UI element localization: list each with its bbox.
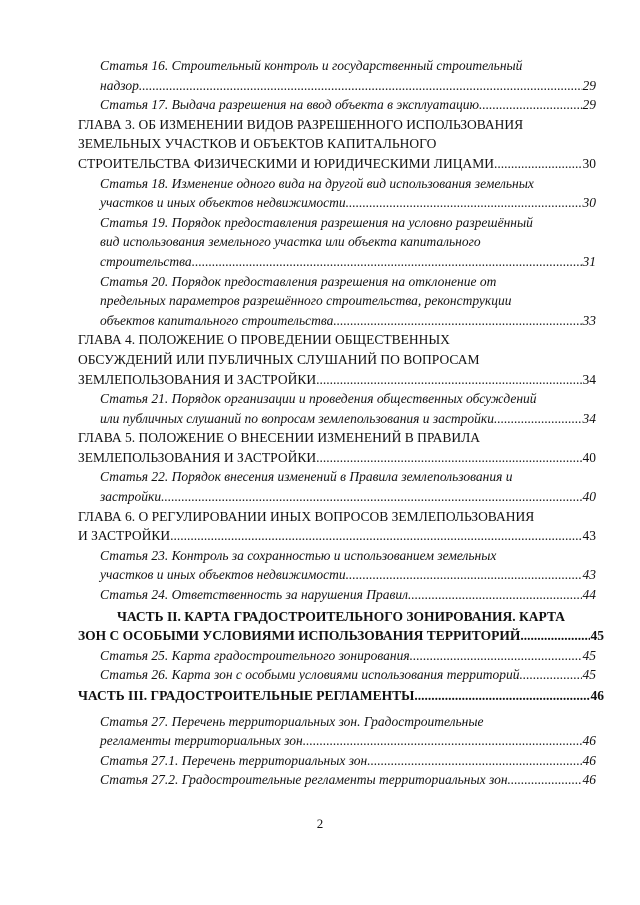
- toc-page-number: 34: [582, 371, 596, 387]
- toc-entry-line: Статья 27. Перечень территориальных зон. Градостроительные: [100, 713, 484, 729]
- toc-entry-title: ЗОН С ОСОБЫМИ УСЛОВИЯМИ ИСПОЛЬЗОВАНИЯ ТЕРРИТОРИЙ.: [78, 628, 524, 644]
- dot-leader: [494, 154, 582, 174]
- dot-leader: [414, 686, 589, 706]
- toc-entry-title: И ЗАСТРОЙКИ: [78, 528, 171, 544]
- toc-entry-last-line: [100, 252, 596, 272]
- toc-entry-chapter[interactable]: [78, 507, 596, 546]
- toc-entry-title: Статья 17. Выдача разрешения на ввод объекта в эксплуатацию: [100, 97, 480, 113]
- toc-entry-title: застройки: [100, 489, 162, 505]
- toc-entry-title: ЗЕМЛЕПОЛЬЗОВАНИЯ И ЗАСТРОЙКИ: [78, 449, 317, 465]
- toc-page-number: 45: [590, 628, 604, 644]
- toc-entry-last-line: [100, 95, 596, 115]
- toc-entry-line: ЧАСТЬ II. КАРТА ГРАДОСТРОИТЕЛЬНОГО ЗОНИРОВАНИЯ. КАРТА: [116, 608, 566, 624]
- toc-entry-last-line: [78, 526, 596, 546]
- toc-page-number: 31: [582, 253, 596, 269]
- toc-page-number: 43: [582, 567, 596, 583]
- toc-entry-last-line: [100, 751, 596, 771]
- toc-entry-title: строительства: [100, 253, 192, 269]
- toc-entry-line: ГЛАВА 4. ПОЛОЖЕНИЕ О ПРОВЕДЕНИИ ОБЩЕСТВЕННЫХ: [78, 332, 450, 348]
- dot-leader: [508, 770, 582, 790]
- toc-entry-last-line: [78, 154, 596, 174]
- toc-entry-line: Статья 19. Порядок предоставления разрешения на условно разрешённый: [100, 214, 533, 230]
- toc-entry-last-line: [100, 665, 596, 685]
- toc-entry-line: ГЛАВА 3. ОБ ИЗМЕНЕНИИ ВИДОВ РАЗРЕШЕННОГО ИСПОЛЬЗОВАНИЯ: [78, 116, 524, 132]
- dot-leader: [367, 751, 581, 771]
- dot-leader: [306, 731, 581, 751]
- toc-page-number: 45: [582, 667, 596, 683]
- toc-entry-title: СТРОИТЕЛЬСТВА ФИЗИЧЕСКИМИ И ЮРИДИЧЕСКИМИ ЛИЦАМИ: [78, 155, 494, 171]
- toc-entry-last-line: [100, 731, 596, 751]
- toc-page-number: 43: [582, 528, 596, 544]
- toc-entry-last-line: [100, 487, 596, 507]
- toc-entry-chapter[interactable]: [78, 330, 596, 389]
- toc-entry-last-line: [100, 565, 596, 585]
- toc-entry-last-line: [100, 409, 596, 429]
- toc-entry-title: Статья 24. Ответственность за нарушения Правил: [100, 587, 409, 603]
- toc-page-number: 30: [582, 155, 596, 171]
- toc-entry-last-line: [100, 76, 596, 96]
- toc-page-number: 40: [582, 449, 596, 465]
- dot-leader: [316, 448, 581, 468]
- toc-entry-title: ЗЕМЛЕПОЛЬЗОВАНИЯ И ЗАСТРОЙКИ: [78, 371, 317, 387]
- toc-entry-title: регламенты территориальных зон.: [100, 733, 307, 749]
- toc-page-number: 46: [582, 733, 596, 749]
- toc-entry-article[interactable]: [88, 389, 596, 428]
- toc-entry-line: Статья 21. Порядок организации и проведения общественных обсуждений: [100, 391, 537, 407]
- toc-page-number: 29: [582, 77, 596, 93]
- toc-entry-line: ЗЕМЕЛЬНЫХ УЧАСТКОВ И ОБЪЕКТОВ КАПИТАЛЬНОГО: [78, 136, 437, 152]
- toc-entry-article[interactable]: [88, 646, 596, 666]
- toc-entry-line: ОБСУЖДЕНИЙ ИЛИ ПУБЛИЧНЫХ СЛУШАНИЙ ПО ВОПРОСАМ: [78, 351, 480, 367]
- dot-leader: [479, 95, 581, 115]
- page-number: 2: [316, 816, 324, 831]
- toc-page-number: 30: [582, 195, 596, 211]
- dot-leader: [170, 526, 581, 546]
- toc-entry-title: Статья 26. Карта зон с особыми условиями использования территорий: [100, 667, 520, 683]
- toc-entry-last-line: [100, 193, 596, 213]
- toc-entry-article[interactable]: [88, 712, 596, 751]
- toc-entry-last-line: [78, 448, 596, 468]
- toc-page-number: 46: [582, 772, 596, 788]
- toc-entry-article[interactable]: [88, 751, 596, 771]
- dot-leader: [333, 311, 581, 331]
- toc-entry-line: вид использования земельного участка или объекта капитального: [100, 234, 481, 250]
- toc-entry-title: Статья 27.1. Перечень территориальных зон: [100, 752, 368, 768]
- toc-entry-chapter[interactable]: [78, 428, 596, 467]
- dot-leader: [408, 585, 581, 605]
- toc-entry-title: участков и иных объектов недвижимости: [100, 195, 346, 211]
- toc-entry-title: ЧАСТЬ III. ГРАДОСТРОИТЕЛЬНЫЕ РЕГЛАМЕНТЫ: [78, 688, 415, 703]
- toc-entry-article[interactable]: [88, 546, 596, 585]
- dot-leader: [494, 409, 582, 429]
- toc-page-number: 46: [582, 752, 596, 768]
- dot-leader: [139, 76, 582, 96]
- dot-leader: [316, 370, 581, 390]
- toc-entry-article[interactable]: [88, 272, 596, 331]
- toc-entry-line: Статья 23. Контроль за сохранностью и использованием земельных: [100, 547, 497, 563]
- toc-entry-article[interactable]: [88, 174, 596, 213]
- toc-entry-article[interactable]: [88, 95, 596, 115]
- toc-entry-last-line: [78, 686, 604, 706]
- toc-entry-article[interactable]: [88, 585, 596, 605]
- toc-entry-title: или публичных слушаний по вопросам землепользования и застройки: [100, 410, 494, 426]
- toc-entry-line: ГЛАВА 5. ПОЛОЖЕНИЕ О ВНЕСЕНИИ ИЗМЕНЕНИЙ В ПРАВИЛА: [78, 430, 481, 446]
- toc-entry-last-line: [78, 370, 596, 390]
- toc-entry-line: Статья 20. Порядок предоставления разрешения на отклонение от: [100, 273, 497, 289]
- toc-entry-article[interactable]: [88, 467, 596, 506]
- toc-entry-chapter[interactable]: [78, 115, 596, 174]
- toc-entry-article[interactable]: [88, 56, 596, 95]
- toc-entry-last-line: [78, 626, 604, 646]
- dot-leader: [161, 487, 581, 507]
- dot-leader: [346, 193, 582, 213]
- toc-entry-line: предельных параметров разрешённого строительства, реконструкции: [100, 293, 512, 309]
- toc-page-number: 33: [582, 312, 596, 328]
- toc-entry-article[interactable]: [88, 770, 596, 790]
- toc-page-number: 44: [582, 587, 596, 603]
- toc-entry-article[interactable]: [88, 665, 596, 685]
- toc-page-number: 34: [582, 410, 596, 426]
- toc-page-number: 45: [582, 647, 596, 663]
- toc-entry-title: объектов капитального строительства: [100, 312, 334, 328]
- toc-page-number: 40: [582, 489, 596, 505]
- toc-entry-part[interactable]: [78, 607, 604, 646]
- dot-leader: [524, 626, 590, 646]
- toc-entry-last-line: [100, 585, 596, 605]
- toc-entry-line: Статья 16. Строительный контроль и государственный строительный: [100, 58, 523, 73]
- toc-entry-title: Статья 25. Карта градостроительного зонирования: [100, 647, 410, 663]
- toc-page-number: 29: [582, 97, 596, 113]
- dot-leader: [410, 646, 582, 666]
- toc-entry-last-line: [100, 770, 596, 790]
- toc-entry-line: ГЛАВА 6. О РЕГУЛИРОВАНИИ ИНЫХ ВОПРОСОВ ЗЕМЛЕПОЛЬЗОВАНИЯ: [78, 508, 535, 524]
- toc-entry-title: участков и иных объектов недвижимости.: [100, 567, 350, 583]
- table-of-contents: [78, 56, 604, 790]
- toc-entry-last-line: [100, 311, 596, 331]
- toc-entry-title: надзор: [100, 77, 139, 93]
- toc-page-number: 46: [590, 688, 604, 703]
- dot-leader: [192, 252, 582, 272]
- toc-entry-title: Статья 27.2. Градостроительные регламенты территориальных зон: [100, 772, 508, 788]
- toc-entry-line: Статья 18. Изменение одного вида на другой вид использования земельных: [100, 175, 534, 191]
- dot-leader: [349, 565, 581, 585]
- dot-leader: [519, 665, 581, 685]
- toc-entry-part[interactable]: [78, 686, 604, 706]
- toc-entry-article[interactable]: [88, 213, 596, 272]
- toc-entry-line: Статья 22. Порядок внесения изменений в Правила землепользования и: [100, 469, 513, 485]
- toc-entry-last-line: [100, 646, 596, 666]
